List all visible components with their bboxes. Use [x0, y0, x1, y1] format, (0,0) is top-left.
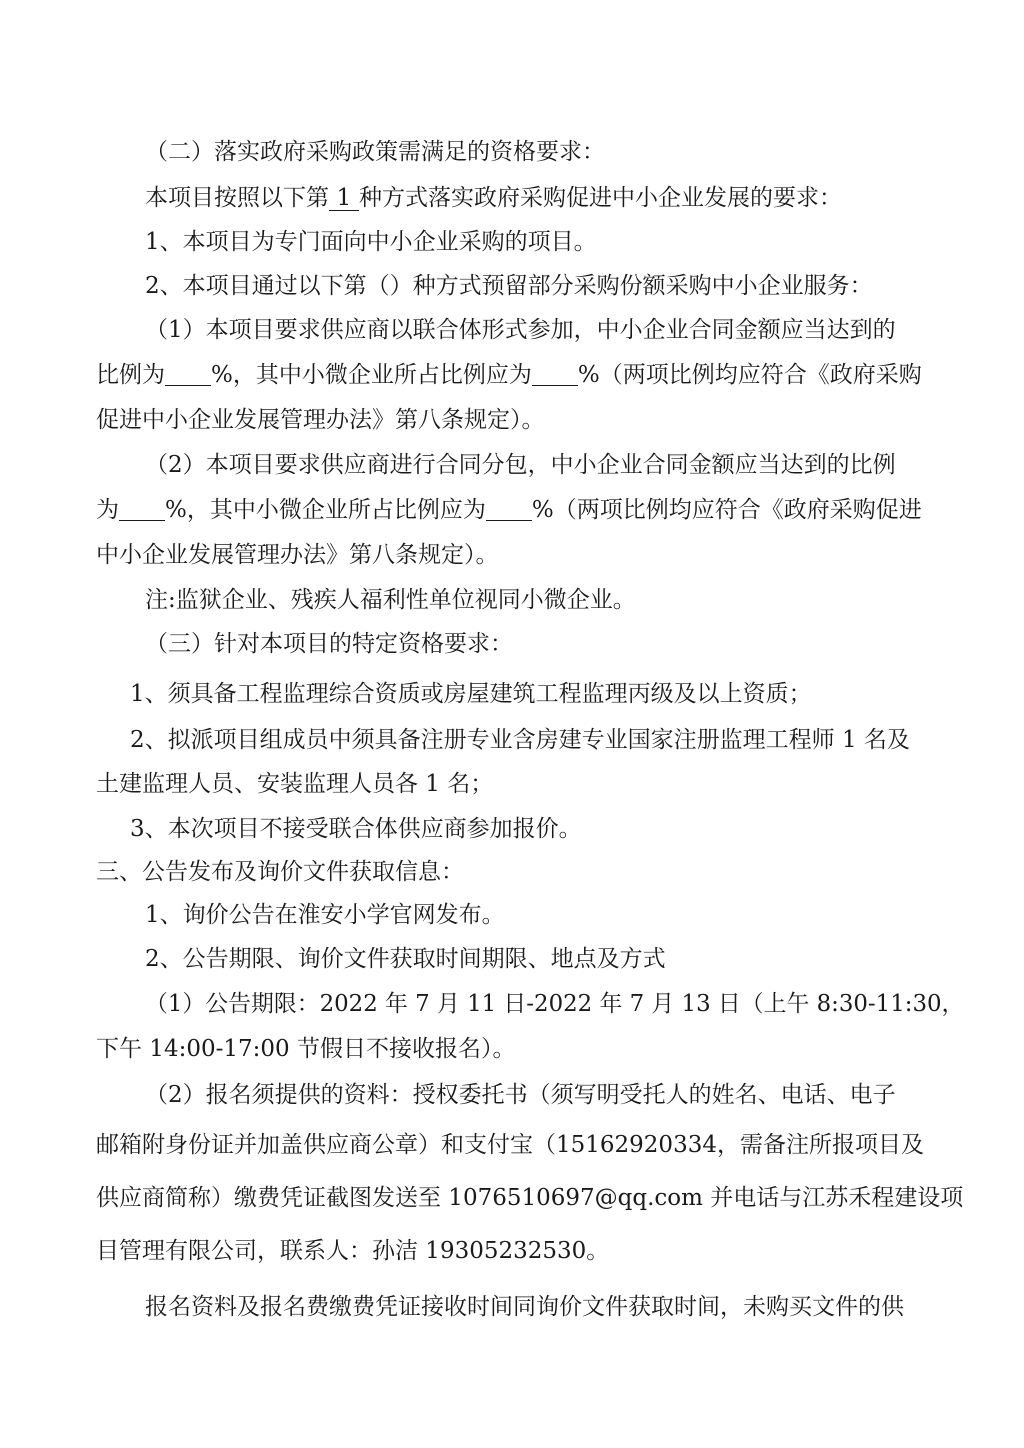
blank-field: [119, 498, 165, 521]
blank-field: [165, 363, 211, 386]
sub-item-2: （2）本项目要求供应商进行合同分包，中小企业合同金额应当达到的比例: [145, 452, 896, 478]
registration-materials-line3: 供应商简称）缴费凭证截图发送至 1076510697@qq.com 并电话与江苏禾程建设项: [96, 1185, 964, 1211]
blank-field: [532, 363, 578, 386]
text: 本项目按照以下第: [145, 185, 329, 211]
text: 为: [96, 497, 119, 523]
requirement-1: 1、须具备工程监理综合资质或房屋建筑工程监理丙级及以上资质；: [130, 681, 812, 707]
section-heading-policy: （二）落实政府采购政策需满足的资格要求：: [145, 139, 605, 165]
section-heading-specific: （三）针对本项目的特定资格要求：: [145, 631, 513, 657]
text: %（两项比例均应符合《政府采购: [577, 362, 922, 388]
text: 比例为: [96, 362, 165, 388]
requirement-3: 3、本次项目不接受联合体供应商参加报价。: [130, 816, 582, 842]
list-item-1: 1、本项目为专门面向中小企业采购的项目。: [145, 229, 597, 255]
requirement-2: 2、拟派项目组成员中须具备注册专业含房建专业国家注册监理工程师 1 名及: [130, 727, 910, 753]
text: %（两项比例均应符合《政府采购促进: [531, 497, 922, 523]
announcement-item-1: 1、询价公告在淮安小学官网发布。: [145, 902, 505, 928]
sub-item-1: （1）本项目要求供应商以联合体形式参加，中小企业合同金额应当达到的: [145, 317, 896, 343]
registration-materials-line2: 邮箱附身份证并加盖供应商公章）和支付宝（15162920334，需备注所报项目及: [96, 1132, 924, 1158]
blank-field: [486, 498, 532, 521]
sub-item-2-continued: [96, 495, 922, 525]
list-item-2: 2、本项目通过以下第（）种方式预留部分采购份额采购中小企业服务：: [145, 273, 873, 299]
sub-item-1-continued: [96, 360, 922, 390]
text: %，其中小微企业所占比例应为: [211, 362, 532, 388]
requirement-2-continued: 土建监理人员、安装监理人员各 1 名；: [96, 771, 494, 797]
section-heading-announcement: 三、公告发布及询价文件获取信息：: [96, 859, 464, 885]
text: 种方式落实政府采购促进中小企业发展的要求：: [359, 185, 842, 211]
paragraph-method: [145, 183, 842, 213]
sub-item-1-end: 促进中小企业发展管理办法》第八条规定）。: [96, 407, 545, 433]
sub-item-2-end: 中小企业发展管理办法》第八条规定）。: [96, 542, 499, 568]
announcement-item-2: 2、公告期限、询价文件获取时间期限、地点及方式: [145, 946, 666, 972]
registration-materials-line4: 目管理有限公司，联系人：孙洁 19305232530。: [96, 1238, 610, 1264]
underlined-method-number: 1: [329, 186, 359, 211]
registration-materials: （2）报名须提供的资料：授权委托书（须写明受托人的姓名、电话、电子: [145, 1082, 896, 1108]
registration-time-note: 报名资料及报名费缴费凭证接收时间同询价文件获取时间，未购买文件的供: [145, 1294, 904, 1320]
text: %，其中小微企业所占比例应为: [165, 497, 486, 523]
announcement-period: （1）公告期限：2022 年 7 月 11 日-2022 年 7 月 13 日（上午 8:30-11:30，: [145, 991, 965, 1017]
announcement-period-continued: 下午 14:00-17:00 节假日不接收报名）。: [96, 1036, 516, 1062]
note: 注:监狱企业、残疾人福利性单位视同小微企业。: [145, 587, 636, 613]
